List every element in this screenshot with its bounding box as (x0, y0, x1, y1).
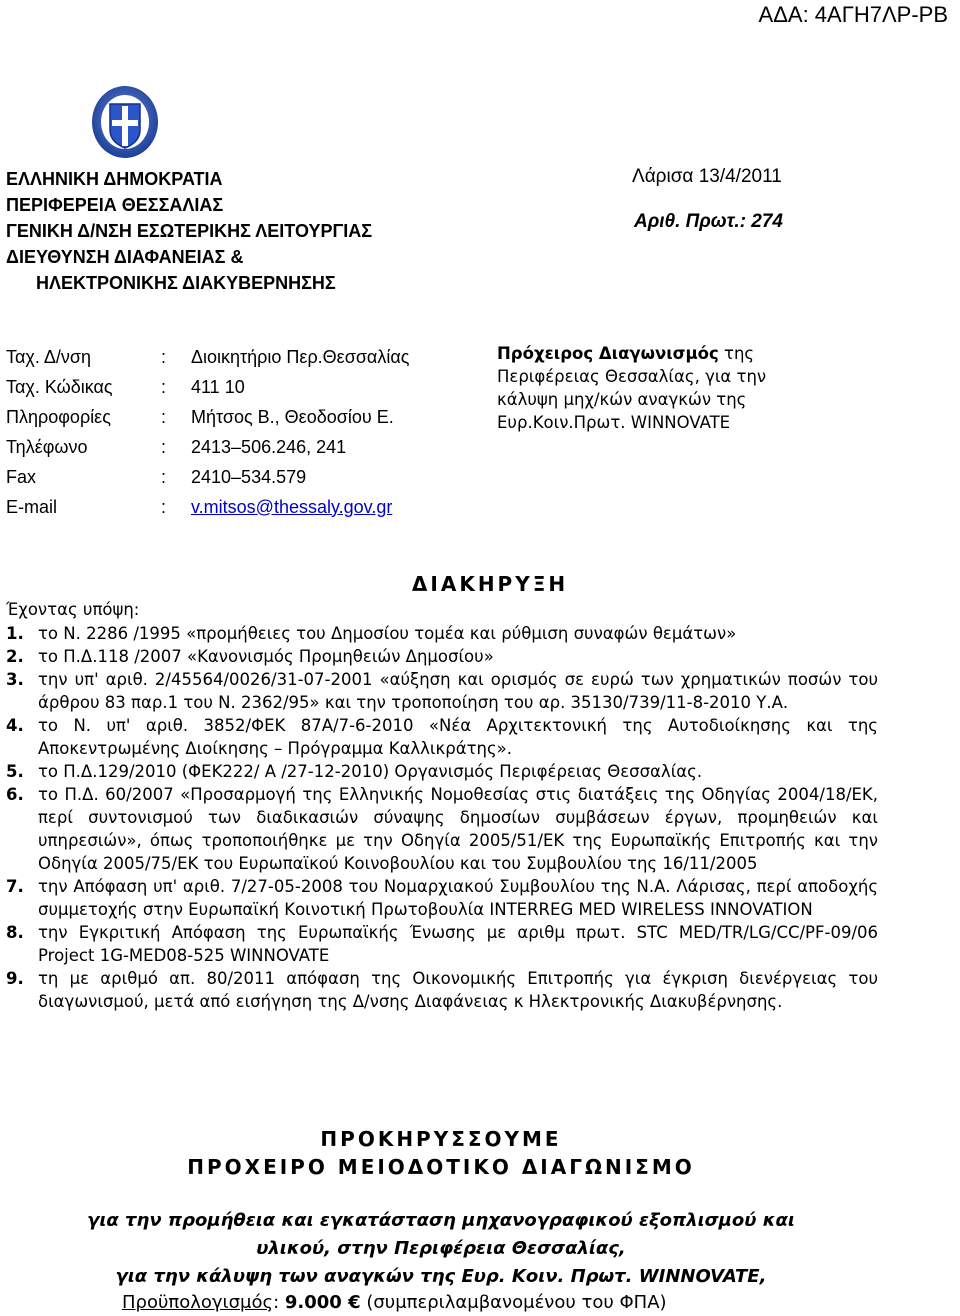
budget-note: (συμπεριλαμβανομένου του ΦΠΑ) (360, 1292, 667, 1313)
contact-label: Ταχ. Δ/νση (6, 346, 92, 367)
contact-row (6, 492, 409, 522)
contact-value: 2413–506.246, 241 (191, 436, 347, 457)
contact-value: Μήτσος Β., Θεοδοσίου Ε. (191, 406, 394, 427)
contact-label: Πληροφορίες (6, 406, 111, 427)
header-line: ΠΕΡΙΦΕΡΕΙΑ ΘΕΣΣΑΛΙΑΣ (6, 195, 224, 215)
document-date: Λάρισα 13/4/2011 (632, 166, 782, 187)
list-item (6, 645, 878, 668)
item-number: 9. (6, 969, 24, 988)
subject-line: κάλυψη μηχ/κών αναγκών της (497, 390, 747, 409)
contact-row (6, 372, 409, 402)
subject-block (497, 342, 917, 434)
list-item (6, 760, 878, 783)
budget-separator: : (273, 1292, 285, 1313)
declaration-title: ΔΙΑΚΗΡΥΞΗ (411, 572, 569, 596)
list-item (6, 875, 878, 921)
given-heading: Έχοντας υπόψη: (6, 600, 140, 619)
contact-colon: : (161, 436, 167, 457)
list-item (6, 921, 878, 967)
contact-colon: : (161, 346, 167, 367)
protocol-number: Αριθ. Πρωτ.: 274 (634, 211, 784, 232)
subject-text: της (718, 344, 755, 363)
contact-colon: : (161, 406, 167, 427)
subject-line (497, 342, 917, 365)
subject-line: Περιφέρειας Θεσσαλίας, για την (497, 367, 767, 386)
item-text: το Ν. 2286 /1995 «προμήθειες του Δημοσίου τομέα και ρύθμιση συναφών θεμάτων» (38, 624, 737, 643)
purpose-line: για την προμήθεια και εγκατάσταση μηχανογραφικού εξοπλισμού και (87, 1210, 795, 1231)
item-text: την υπ' αριθ. 2/45564/0026/31-07-2001 «αύξηση και ορισμός σε ευρώ των χρηματικών ποσών του άρθρου 83 παρ.1 του Ν. 2362/95» και την τροποποίηση του αρ. 35130/739/11-8-2010 Υ.Α. (38, 670, 878, 712)
contact-value: Διοικητήριο Περ.Θεσσαλίας (191, 346, 410, 367)
email-link[interactable]: v.mitsos@thessaly.gov.gr (191, 496, 393, 517)
proclaim-heading: ΠΡΟΚΗΡΥΣΣΟΥΜΕ (320, 1127, 562, 1151)
contact-row (6, 462, 409, 492)
contact-label: Ταχ. Κώδικας (6, 376, 113, 397)
item-number: 6. (6, 785, 24, 804)
list-item (6, 967, 878, 1013)
item-text: τη με αριθμό απ. 80/2011 απόφαση της Οικονομικής Επιτροπής για έγκριση διενέργειας του διαγωνισμού, μετά από εισήγηση της Δ/νσης Διαφάνειας κ Ηλεκτρονικής Διακυβέρνησης. (38, 969, 878, 1011)
header-line: ΕΛΛΗΝΙΚΗ ΔΗΜΟΚΡΑΤΙΑ (6, 169, 223, 189)
contact-label: Fax (6, 466, 37, 487)
item-number: 2. (6, 647, 24, 666)
contact-row (6, 432, 409, 462)
item-text: την Απόφαση υπ' αριθ. 7/27-05-2008 του Νομαρχιακού Συμβουλίου της Ν.Α. Λάρισας, περί αποδοχής συμμετοχής στην Ευρωπαϊκή Κοινοτική Πρωτοβουλία INTERREG MED WIRELESS INNOVATION (38, 877, 878, 919)
contact-colon: : (161, 466, 167, 487)
item-number: 3. (6, 670, 24, 689)
header-line: ΗΛΕΚΤΡΟΝΙΚΗΣ ΔΙΑΚΥΒΕΡΝΗΣΗΣ (36, 273, 336, 293)
purpose-line: υλικού, στην Περιφέρεια Θεσσαλίας, (256, 1238, 626, 1259)
subject-line: Ευρ.Κοιν.Πρωτ. WINNOVATE (497, 413, 731, 432)
greek-emblem-icon (90, 84, 160, 160)
issuing-authority (6, 166, 372, 296)
header-line: ΔΙΕΥΘΥΝΣΗ ΔΙΑΦΑΝΕΙΑΣ & (6, 247, 244, 267)
legal-basis-list (6, 622, 878, 1013)
item-number: 7. (6, 877, 24, 896)
subject-bold: Πρόχειρος Διαγωνισμός (497, 344, 719, 363)
contact-label: E-mail (6, 496, 58, 517)
item-text: το Ν. υπ' αριθ. 3852/ΦΕΚ 87Α/7-6-2010 «Νέα Αρχιτεκτονική της Αυτοδιοίκησης και της Αποκεντρωμένης Διοίκησης – Πρόγραμμα Καλλικράτης». (38, 716, 878, 758)
item-number: 1. (6, 624, 24, 643)
contact-details (6, 342, 409, 522)
item-text: την Εγκριτική Απόφαση της Ευρωπαϊκής Ένωσης με αριθμ πρωτ. STC MED/TR/LG/CC/PF-09/06 Project 1G-MED08-525 WINNOVATE (38, 923, 878, 965)
item-text: το Π.Δ.129/2010 (ΦΕΚ222/ Α /27-12-2010) Οργανισμός Περιφέρειας Θεσσαλίας. (38, 762, 703, 781)
list-item (6, 668, 878, 714)
tender-purpose (0, 1207, 882, 1291)
ada-code: ΑΔΑ: 4ΑΓΗ7ΛΡ-ΡΒ (758, 2, 948, 27)
contact-row (6, 342, 409, 372)
item-text: το Π.Δ. 60/2007 «Προσαρμογή της Ελληνικής Νομοθεσίας στις διατάξεις της Οδηγίας 2004/18/ΕΚ, περί συντονισμού των διαδικασιών σύναψης δημοσίων συμβάσεων έργων, προμηθειών και υπηρεσιών», όπως τροποποιήθηκε με την Οδηγία 2005/51/ΕΚ της Ευρωπαϊκής Επιτροπής και την Οδηγία 2005/75/ΕΚ του Ευρωπαϊκού Κοινοβουλίου και του Συμβουλίου της 16/11/2005 (38, 785, 878, 873)
item-number: 4. (6, 716, 24, 735)
header-line: ΓΕΝΙΚΗ Δ/ΝΣΗ ΕΣΩΤΕΡΙΚΗΣ ΛΕΙΤΟΥΡΓΙΑΣ (6, 221, 373, 241)
list-item (6, 622, 878, 645)
item-number: 8. (6, 923, 24, 942)
budget-amount: 9.000 € (284, 1292, 361, 1313)
item-text: το Π.Δ.118 /2007 «Κανονισμός Προμηθειών Δημοσίου» (38, 647, 494, 666)
list-item (6, 714, 878, 760)
contact-row (6, 402, 409, 432)
item-number: 5. (6, 762, 24, 781)
contact-value: 2410–534.579 (191, 466, 307, 487)
contact-colon: : (161, 496, 167, 517)
contact-label: Τηλέφωνο (6, 436, 88, 457)
contact-value: 411 10 (191, 376, 245, 397)
purpose-line: για την κάλυψη των αναγκών της Ευρ. Κοιν. Πρωτ. WINNOVATE, (115, 1266, 767, 1287)
budget-label: Προϋπολογισμός (122, 1292, 274, 1313)
contact-colon: : (161, 376, 167, 397)
list-item (6, 783, 878, 875)
budget-line (122, 1292, 667, 1313)
tender-type-heading: ΠΡΟΧΕΙΡΟ ΜΕΙΟΔΟΤΙΚΟ ΔΙΑΓΩΝΙΣΜΟ (187, 1155, 695, 1179)
